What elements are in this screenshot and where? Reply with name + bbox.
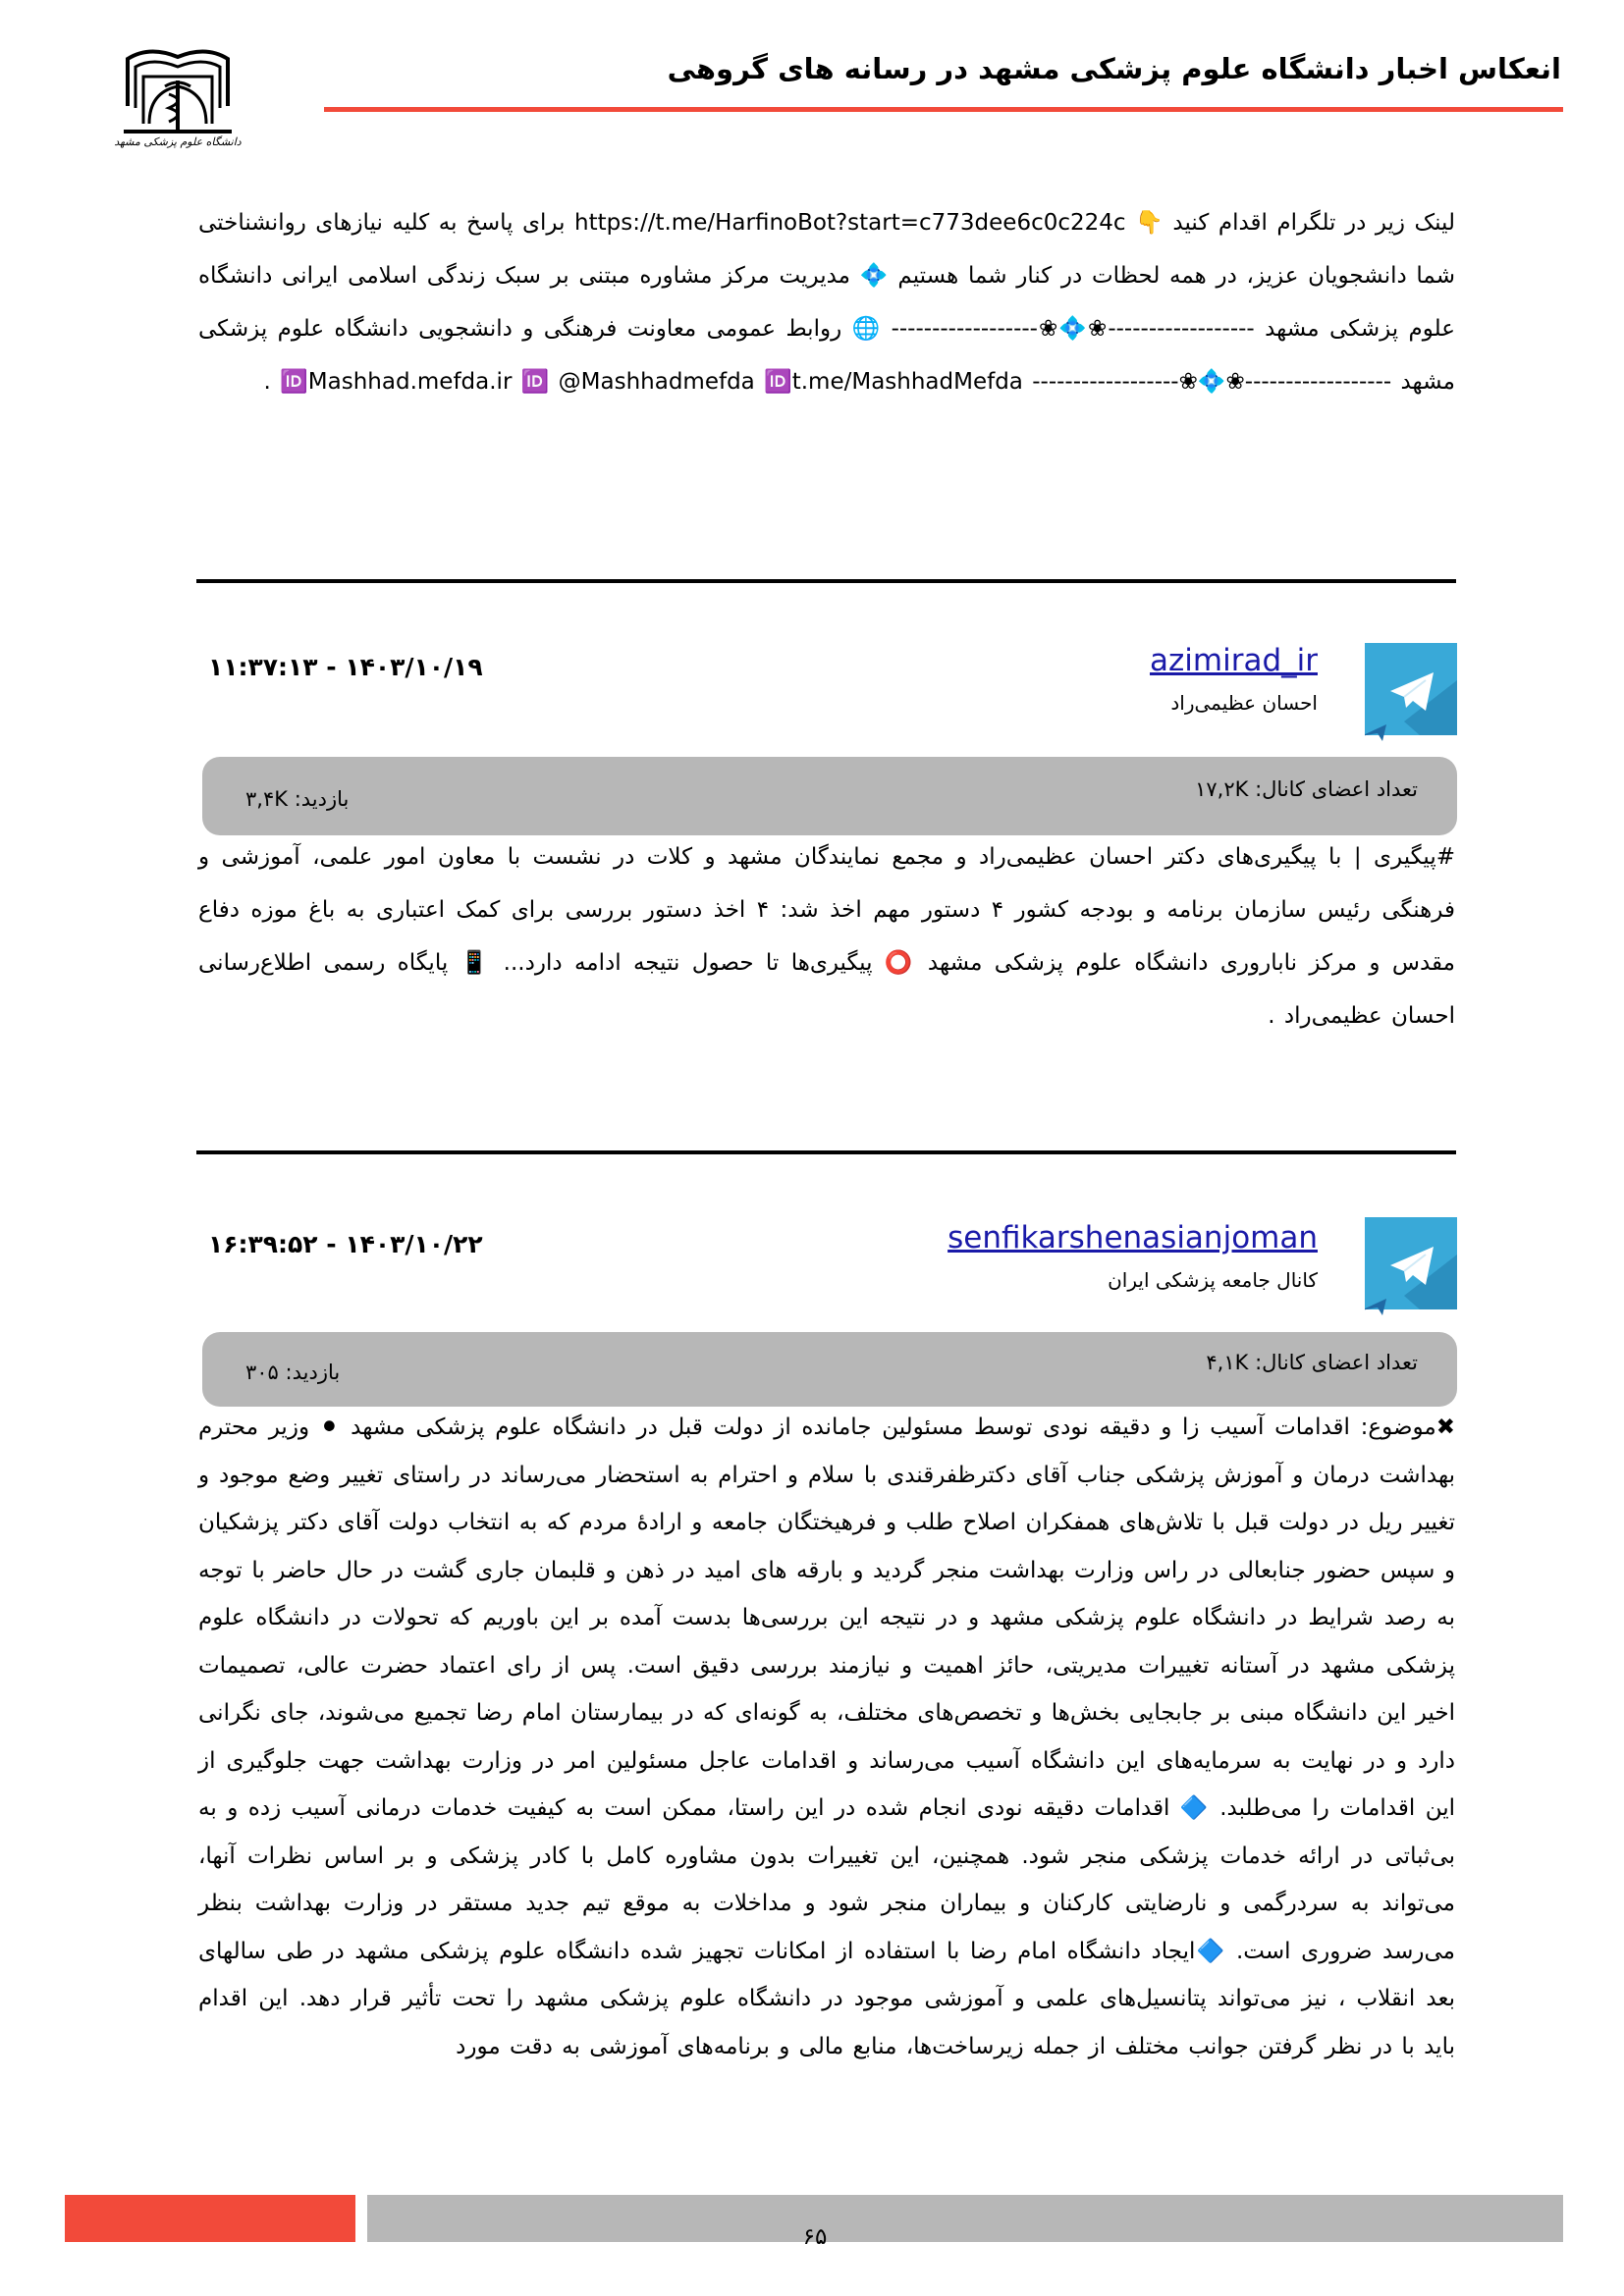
members-count: تعداد اعضای کانال: ۴,۱K <box>1206 1351 1418 1374</box>
post-divider <box>196 579 1456 583</box>
members-count: تعداد اعضای کانال: ۱۷,۲K <box>1195 777 1418 801</box>
views-count: بازدید: ۳,۴K <box>245 787 350 811</box>
footer-accent-bar <box>65 2195 355 2242</box>
channel-link[interactable]: azimirad_ir <box>1150 643 1318 678</box>
post-stats-bar <box>202 757 1457 835</box>
post-stats-bar <box>202 1332 1457 1407</box>
header-divider <box>324 107 1563 112</box>
page-number: ۶۵ <box>802 2224 828 2250</box>
views-count: بازدید: ۳۰۵ <box>245 1361 341 1384</box>
intro-paragraph: لینک زیر در تلگرام اقدام کنید 👇 https://t.me/HarfinoBot?start=c773dee6c0c224c برای پاسخ به کلیه نیازهای روانشناختی شما دانشجویان عزیز، در همه لحظات در کنار شما هستیم 💠 مدیریت مرکز مشاوره مبتنی بر سبک زندگی اسلامی ایرانی دانشگاه علوم پزشکی مشهد ------------------❀💠❀------------------ 🌐 روابط عمومی معاونت فرهنگی و دانشجویی دانشگاه علوم پزشکی مشهد ------------------❀💠❀------------------ 🆔Mashhad.mefda.ir 🆔 @Mashhadmefda 🆔t.me/MashhadMefda . <box>198 210 1456 395</box>
logo-caption: دانشگاه علوم پزشکی مشهد <box>114 135 242 148</box>
channel-name: کانال جامعه پزشکی ایران <box>1108 1268 1318 1292</box>
page-header-title: انعکاس اخبار دانشگاه علوم پزشکی مشهد در رسانه های گروهی <box>667 52 1561 85</box>
post-datetime: ۱۴۰۳/۱۰/۱۹ - ۱۱:۳۷:۱۳ <box>208 653 483 681</box>
channel-link[interactable]: senfikarshenasianjoman <box>947 1220 1318 1255</box>
post-text: #پیگیری | با پیگیری‌های دکتر احسان عظیمی‌راد و مجمع نمایندگان مشهد و کلات در نشست با معاون امور علمی، آموزشی و فرهنگی رئیس سازمان برنامه و بودجه کشور ۴ دستور مهم اخذ شد: ۴ اخذ دستور بررسی برای کمک اعتباری به باغ موزه دفاع مقدس و مرکز ناباروری دانشگاه علوم پزشکی مشهد ⭕ پیگیری‌ها تا حصول نتیجه ادامه دارد... 📱 پایگاه رسمی اطلاع‌رسانی احسان عظیمی‌راد . <box>198 844 1455 1029</box>
telegram-icon <box>1365 1217 1457 1315</box>
post-divider <box>196 1150 1456 1154</box>
footer-bar <box>367 2195 1563 2242</box>
telegram-icon <box>1365 643 1457 741</box>
post-text: ✖موضوع: اقدامات آسیب زا و دقیقه نودی توسط مسئولین جامانده از دولت قبل در دانشگاه علوم پزشکی مشهد ⚫ وزیر محترم بهداشت درمان و آموزش پزشکی جناب آقای دکترظفرقندی با سلام و احترام به استحضار می‌رساند در راستای تغییر وضع موجود و تغییر ریل در دولت قبل با تلاش‌های همفکران اصلاح طلب و فرهیختگان جامعه و ارادهٔ مردم که به انتخاب دولت آقای دکتر پزشکیان و سپس حضور جنابعالی در راس وزارت بهداشت منجر گردید و بارقه های امید در ذهن و قلبمان جاری گشت در حال حاضر با توجه به رصد شرایط در دانشگاه علوم پزشکی مشهد و در نتیجه این بررسی‌ها بدست آمده بر این باوریم که تحولات در دانشگاه علوم پزشکی مشهد در آستانه تغییرات مدیریتی، حائز اهمیت و نیازمند بررسی دقیق است. پس از رای اعتماد حضرت عالی، تصمیمات اخیر این دانشگاه مبنی بر جابجایی بخش‌ها و تخصص‌های مختلف، به گونه‌ای که در بیمارستان امام رضا تجمیع می‌شوند، جای نگرانی دارد و در نهایت به سرمایه‌های این دانشگاه آسیب می‌رساند و اقدامات عاجل مسئولین امر در وزارت بهداشت جهت جلوگیری از این اقدامات را می‌طلبد. 🔷 اقدامات دقیقه نودی انجام شده در این راستا، ممکن است به کیفیت خدمات درمانی آسیب زده و به بی‌ثباتی در ارائه خدمات پزشکی منجر شود. همچنین، این تغییرات بدون مشاوره کامل با کادر پزشکی و بر اساس نظرات آنها، می‌تواند به سردرگمی و نارضایتی کارکنان و بیماران منجر شود و مداخلات به موقع تیم جدید مستقر در وزارت بهداشت بنظر می‌رسد ضروری است. 🔷ایجاد دانشگاه امام رضا با استفاده از امکانات تجهیز شده دانشگاه علوم پزشکی مشهد در طی سالهای بعد انقلاب ، نیز می‌تواند پتانسیل‌های علمی و آموزشی موجود در دانشگاه علوم پزشکی مشهد را تحت تأثیر قرار دهد. این اقدام باید با در نظر گرفتن جوانب مختلف از جمله زیرساخت‌ها، منابع مالی و برنامه‌های آموزشی به دقت مورد <box>198 1415 1455 2059</box>
channel-name: احسان عظیمی‌راد <box>1170 691 1318 715</box>
post-datetime: ۱۴۰۳/۱۰/۲۲ - ۱۶:۳۹:۵۲ <box>208 1230 483 1258</box>
university-logo <box>114 37 242 167</box>
